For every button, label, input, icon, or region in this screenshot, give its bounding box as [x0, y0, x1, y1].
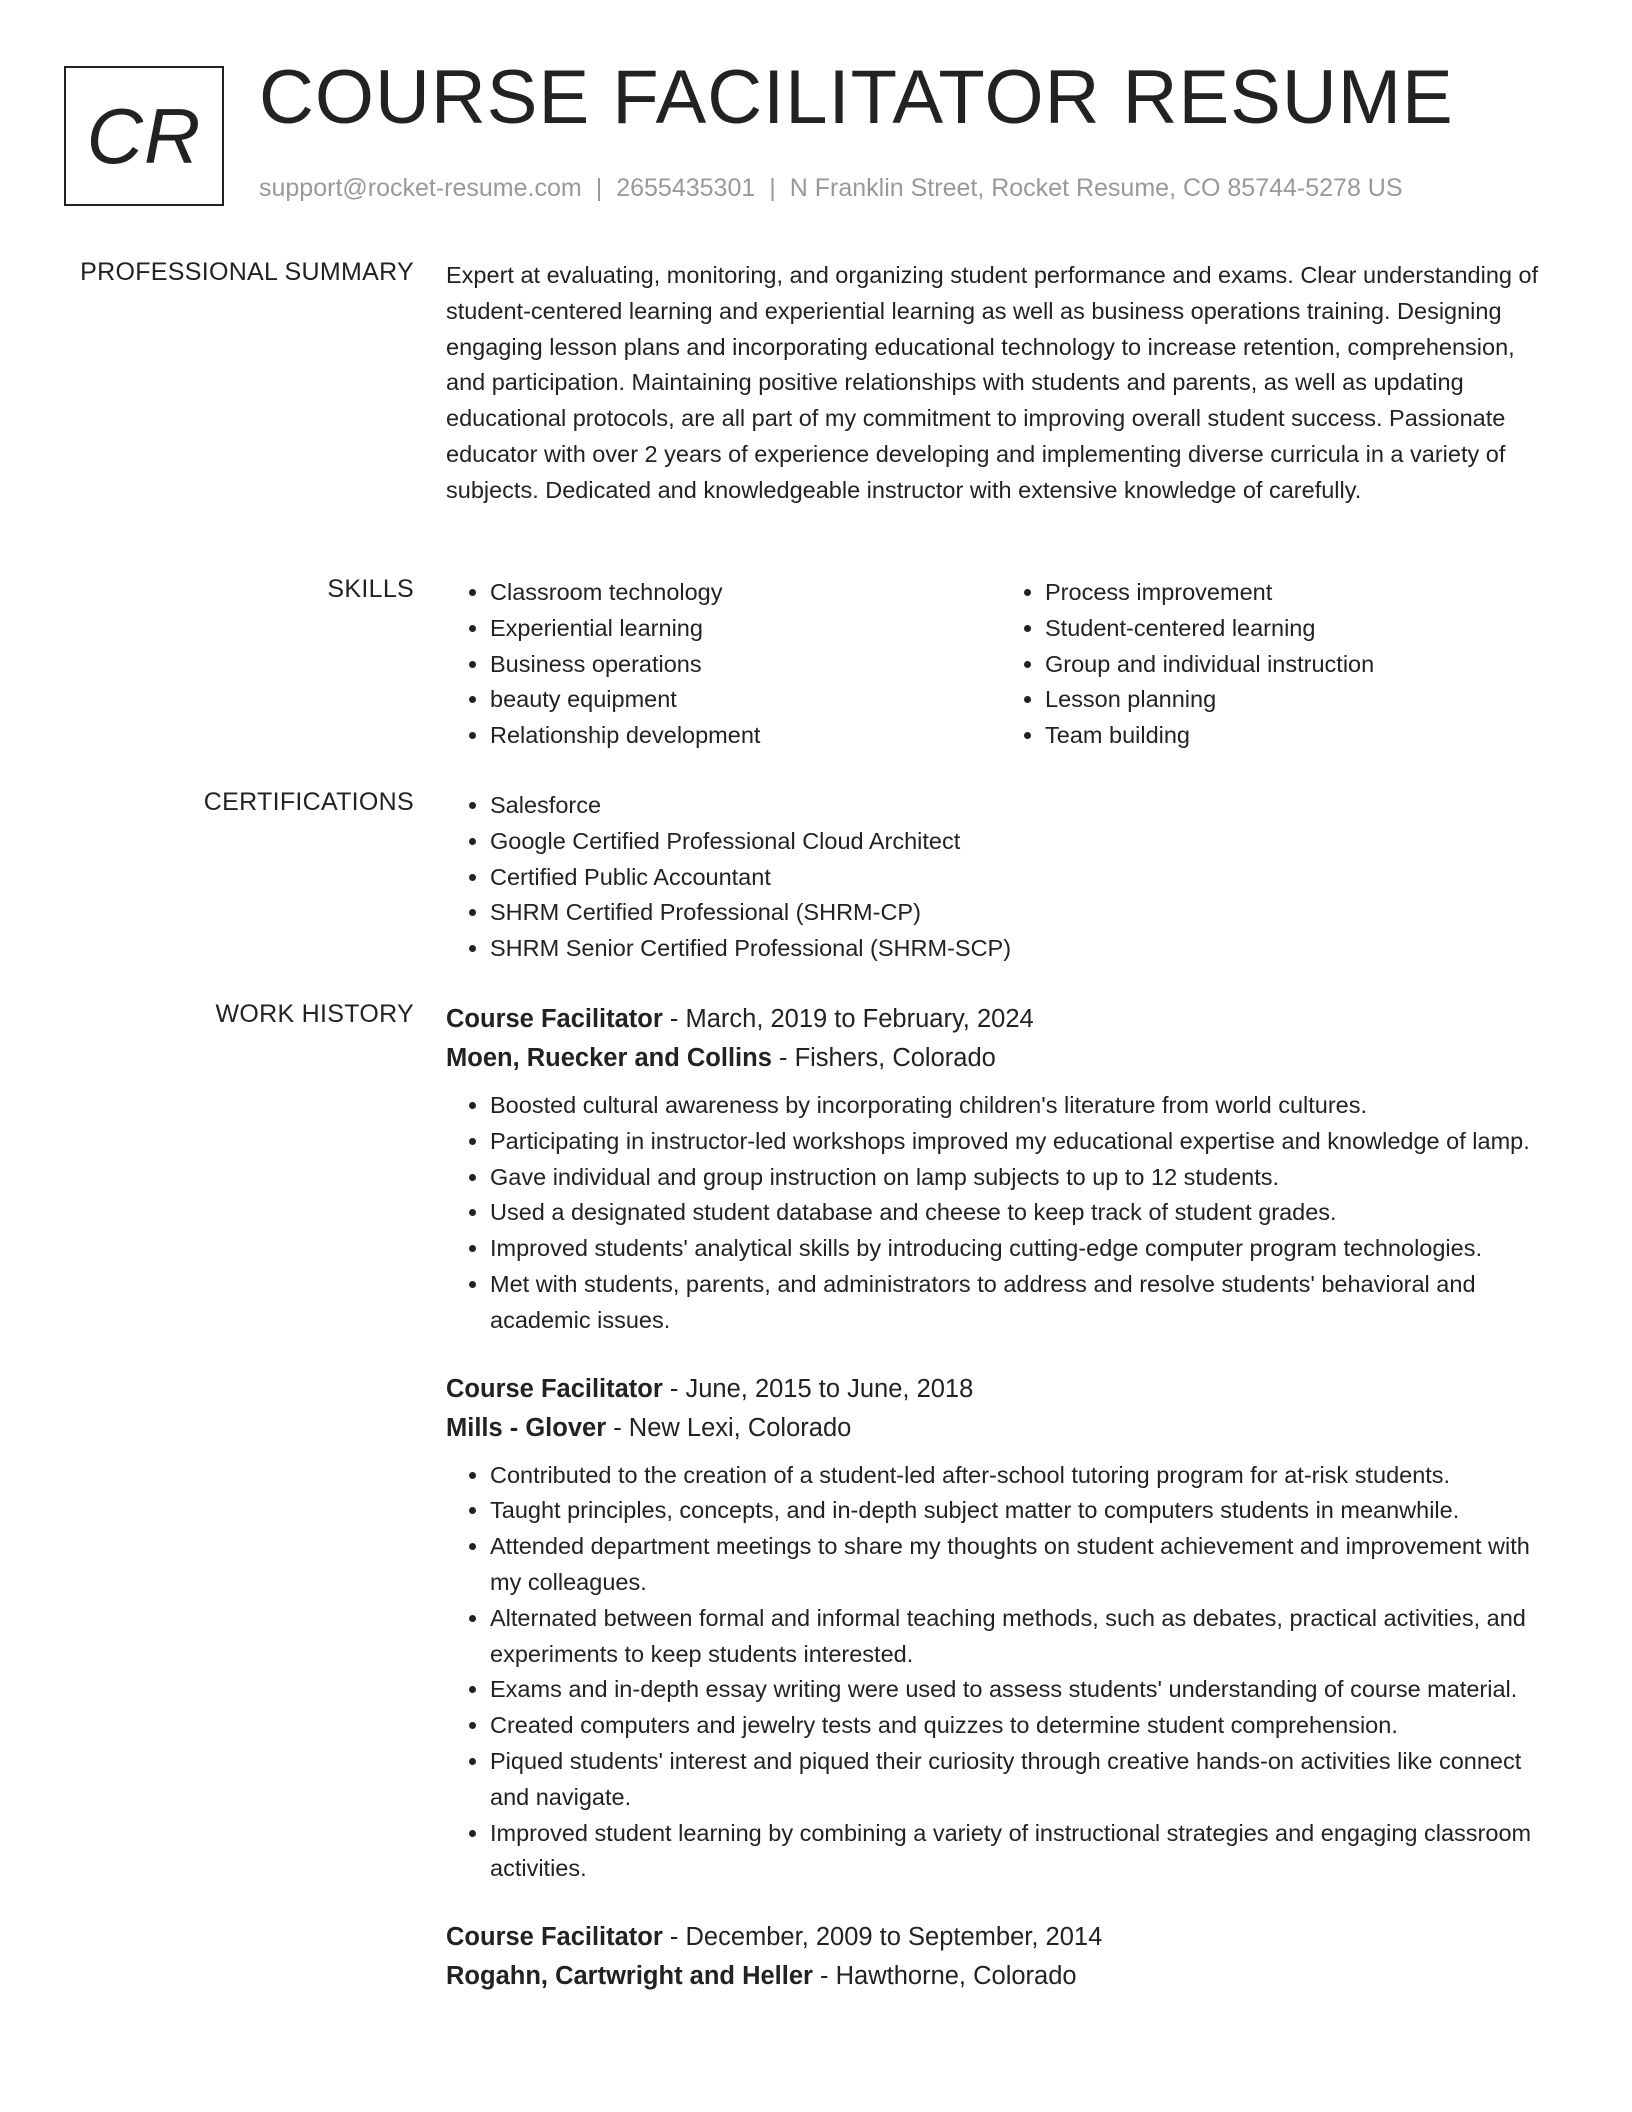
summary-heading: PROFESSIONAL SUMMARY [80, 258, 414, 286]
job-company-line [446, 1957, 1556, 1996]
skill-item: • Experiential learning [490, 611, 1001, 647]
job-duty-item: • Improved students' analytical skills by introducing cutting-edge computer program technologies. [490, 1231, 1556, 1267]
job-title-line [446, 1000, 1556, 1039]
job-company: Rogahn, Cartwright and Heller [446, 1962, 813, 1991]
work-history-heading: WORK HISTORY [215, 1000, 414, 1028]
skill-item: • Lesson planning [1045, 682, 1556, 718]
contact-phone: 2655435301 [616, 174, 756, 202]
certification-item: • SHRM Certified Professional (SHRM-CP) [490, 895, 1556, 931]
contact-separator: | [769, 174, 776, 202]
job-entry [446, 1370, 1556, 1888]
job-duty-item: • Attended department meetings to share my thoughts on student achievement and improvement with my colleagues. [490, 1529, 1556, 1601]
job-duty-item: • Participating in instructor-led workshops improved my educational expertise and knowledge of lamp. [490, 1124, 1556, 1160]
page-title: COURSE FACILITATOR RESUME [259, 55, 1454, 140]
job-location: - New Lexi, Colorado [606, 1413, 852, 1442]
job-company: Mills - Glover [446, 1413, 607, 1442]
job-dates: - December, 2009 to September, 2014 [662, 1923, 1103, 1952]
skills-list-right [1001, 575, 1556, 754]
job-title-line [446, 1918, 1556, 1957]
contact-separator: | [595, 174, 603, 202]
skill-item: • Relationship development [490, 718, 1001, 754]
monogram-logo: CR [64, 66, 224, 206]
job-duty-item: • Exams and in-depth essay writing were used to assess students' understanding of course material. [490, 1672, 1556, 1708]
job-entry [446, 1918, 1556, 1996]
job-duty-item: • Created computers and jewelry tests and quizzes to determine student comprehension. [490, 1708, 1556, 1744]
job-duty-item: • Boosted cultural awareness by incorporating children's literature from world cultures. [490, 1088, 1556, 1124]
skills-columns [446, 575, 1556, 754]
job-location: - Hawthorne, Colorado [812, 1962, 1077, 1991]
summary-text: Expert at evaluating, monitoring, and organizing student performance and exams. Clear understanding of student-centered learning and experiential learning as well as business operations training. Designing engaging lesson plans and incorporating educational technology to increase retention, comprehension, and participation. Maintaining positive relationships with students and parents, as well as updating educational protocols, are all part of my commitment to improving overall student success. Passionate educator with over 2 years of experience developing and implementing diverse curricula in a variety of subjects. Dedicated and knowledgeable instructor with extensive knowledge of carefully. [446, 262, 1539, 503]
certification-item: • Certified Public Accountant [490, 860, 1556, 896]
skill-item: • Group and individual instruction [1045, 647, 1556, 683]
job-duty-item: • Alternated between formal and informal teaching methods, such as debates, practical activities, and experiments to keep students interested. [490, 1601, 1556, 1673]
skills-heading: SKILLS [327, 575, 414, 603]
certifications-list [446, 788, 1556, 967]
contact-email: support@rocket-resume.com [259, 174, 582, 202]
job-duty-item: • Used a designated student database and cheese to keep track of student grades. [490, 1195, 1556, 1231]
certification-item: • Google Certified Professional Cloud Architect [490, 824, 1556, 860]
job-dates: - March, 2019 to February, 2024 [662, 1005, 1034, 1033]
job-title: Course Facilitator [446, 1923, 663, 1952]
skills-list-left [446, 575, 1001, 754]
job-duty-item: • Contributed to the creation of a student-led after-school tutoring program for at-risk students. [490, 1458, 1556, 1494]
certification-item: • Salesforce [490, 788, 1556, 824]
job-company: Moen, Ruecker and Collins [446, 1044, 772, 1072]
job-title-line [446, 1370, 1556, 1409]
job-duties-list [446, 1458, 1556, 1888]
job-duty-item: • Met with students, parents, and administrators to address and resolve students' behavioral and academic issues. [490, 1267, 1556, 1339]
skill-item: • beauty equipment [490, 682, 1001, 718]
job-company-line [446, 1039, 1556, 1078]
job-duty-item: • Gave individual and group instruction on lamp subjects to up to 12 students. [490, 1160, 1556, 1196]
job-location: - Fishers, Colorado [771, 1044, 996, 1072]
work-history-list [446, 1000, 1556, 1996]
skill-item: • Student-centered learning [1045, 611, 1556, 647]
skill-item: • Team building [1045, 718, 1556, 754]
contact-address: N Franklin Street, Rocket Resume, CO 85744-5278 US [789, 174, 1403, 202]
contact-line [259, 174, 1403, 203]
skill-item: • Process improvement [1045, 575, 1556, 611]
job-entry [446, 1000, 1556, 1339]
certifications-heading: CERTIFICATIONS [203, 788, 414, 816]
skill-item: • Business operations [490, 647, 1001, 683]
job-duty-item: • Piqued students' interest and piqued their curiosity through creative hands-on activities like connect and navigate. [490, 1744, 1556, 1816]
job-title: Course Facilitator [446, 1005, 663, 1033]
job-company-line [446, 1409, 1556, 1448]
job-dates: - June, 2015 to June, 2018 [662, 1374, 974, 1403]
skill-item: • Classroom technology [490, 575, 1001, 611]
job-duty-item: • Improved student learning by combining a variety of instructional strategies and engaging classroom activities. [490, 1816, 1556, 1888]
job-title: Course Facilitator [446, 1374, 663, 1403]
job-duty-item: • Taught principles, concepts, and in-depth subject matter to computers students in meanwhile. [490, 1493, 1556, 1529]
job-duties-list [446, 1088, 1556, 1339]
certification-item: • SHRM Senior Certified Professional (SHRM-SCP) [490, 931, 1556, 967]
